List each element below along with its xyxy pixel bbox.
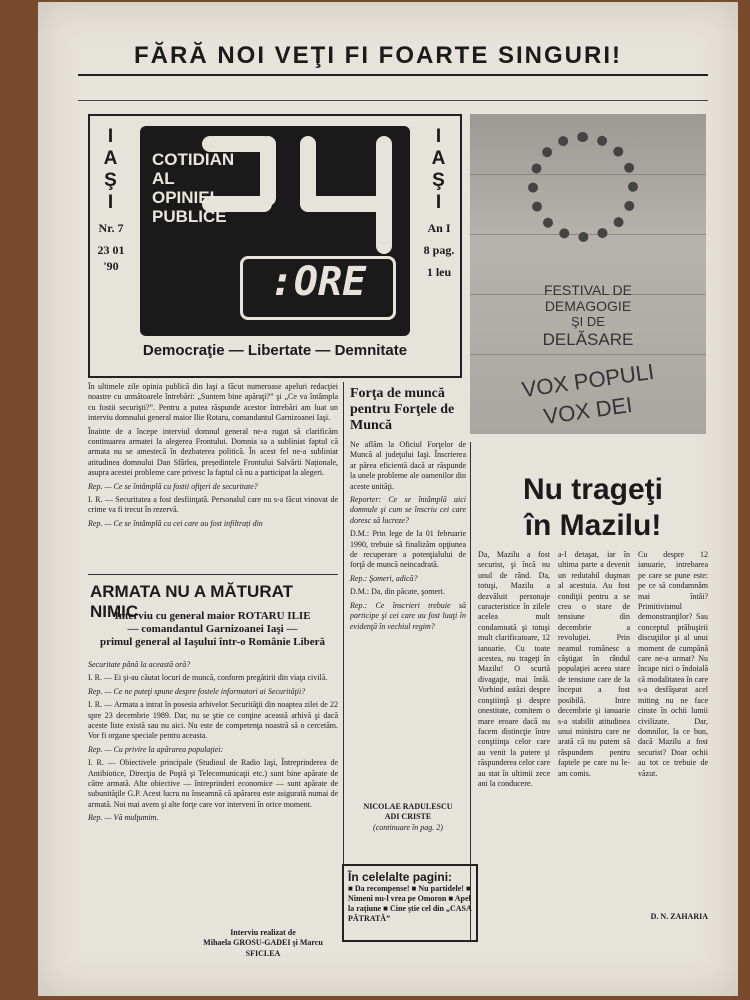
masthead-right (422, 126, 456, 280)
other-pages-title: În celelalte pagini: (348, 870, 453, 884)
logo-24-ore (140, 126, 410, 336)
sign-line-2: DEMAGOGIE (544, 298, 632, 314)
forta-author: NICOLAE RADULESCU ADI CRISTE (continuare în pag. 2) (363, 802, 453, 832)
motto: Democraţie — Libertate — Demnitate (142, 342, 408, 359)
issue-number: Nr. 7 (98, 221, 124, 235)
sign-line-3: ŞI DE (571, 314, 605, 329)
issue-date: 23 01 '90 (97, 243, 125, 273)
page-banner: FĂRĂ NOI VEŢI FI FOARTE SINGURI! (134, 42, 622, 69)
other-pages-list: ■ Da recompense! ■ Nu partidele! ■ Nimeni nu-l vrea pe Omoron ■ Apel la rațiune ■ Cine știe cel din „CASA PĂTRATĂ” (348, 884, 472, 923)
top-rule (78, 74, 708, 76)
section-rule (88, 574, 338, 575)
sign-line-1: FESTIVAL DE (544, 282, 632, 298)
page-count: 8 pag. (423, 243, 455, 257)
photo-protest-sign (470, 114, 706, 434)
logo-kicker: COTIDIAN AL OPINIEI PUBLICE (152, 150, 235, 226)
armata-body: Securitate până la această oră? I. R. — Ei şi-au căutat locuri de muncă, conform pregătirii din viaţa civilă. Rep. — Ce ne puteţi spune despre fostele informatori ai Securităţii? I. R. — Armata a intrat în posesia arhivelor Securităţii din noaptea zilei de 22 spre 23 decembrie 1989. Dar, nu se ştie ce conţine această arhivă şi dacă aceste liste există sau nu aici. Nu este de competenţa noastră să o cercetăm. Vor fi organe speciale pentru aceasta. Rep. — Cu privire la apărarea populaţiei: I. R. — Obiectivele principale (Studioul de Radio Iaşi, Întreprinderea de Antibiotice, Direcţia de Poştă şi Telecomunicaţii etc.) sunt bine apărate de către armată. Alte obiective — întreprinderi economice — sunt apărate de subunităţile G.P. Acest lucru nu înseamnă că apărarea este asigurată numai de armată. Noi mai avem şi alte forţe care vor interveni în orice moment. Rep. — Vă mulţumim. (88, 660, 338, 823)
masthead (88, 114, 462, 378)
other-pages-box (342, 864, 478, 942)
logo-segment (376, 136, 392, 254)
logo-ore-text: :ORE (269, 259, 367, 305)
masthead-city-right: I A Ş I (431, 126, 447, 213)
price: 1 leu (426, 265, 452, 279)
wreath-icon (528, 132, 638, 242)
intro-text: În ultimele zile opinia publică din Iaşi a făcut numeroase apeluri redacţiei noastre cu următoarele întrebări: „Suntem bine apăraţi?” şi „Ce va întâmpla cu fostii securişti?”. Pentru a putea răspunde acestor întrebări am luat un interviu domnului general maior Ilie Rotaru, comandantul Garnizoanei Iaşi. Înainte de a începe interviul domnul general ne-a rugat să clarificăm continuarea armatei la alegerea Frontului. Domnia sa a subliniat faptul că armata nu se amestecă în dezbaterea politică. În acest fel ne-a subliniat atitudinea domnului Dan Sfârlea, președintele Frontului Salvării Naționale, asupra acestei probleme care privesc la faptul că nu a participat la alegeri. Rep. — Ce se întâmplă cu fostii ofiţeri de securitate? I. R. — Securitatea a fost desfiinţată. Personalul care nu s-a făcut vinovat de crime va fi trecut în rezervă. Rep. — Ce se întâmplă cu cei care au fost infiltrați din (88, 382, 338, 528)
forta-headline: Forţa de muncă pentru Forţele de Muncă (350, 386, 455, 433)
armata-headline: ARMATA NU A MĂTURAT NIMIC (90, 582, 294, 621)
forta-body: Ne aflăm la Oficiul Forţelor de Muncă al judeţului Iaşi. Înscrierea ar părea eficientă dacă ar răspunde la unele probleme ale oamenilor din aceste unităţi. Reporter: Ce se întâmplă aici domnule şi cum se înscriu cei care doresc să lucreze? D.M.: Prin lege de la 01 februarie 1990, trebuie să finalizăm opţiunea de recuperare a potenţialului de forţă de muncă neincadrată. Rep.: Şomeri, adică? D.M.: Da, din păcate, şomeri. Rep.: Ce înscrieri trebuie să participe şi cei care au fost luaţi în evidenţă în vechiul regim? (350, 440, 466, 631)
mazilu-col-2: a-l detaşat, iar în ultima parte a devenit un redutabil duşman al acestuia. Au fost condiţii pentru a se crea o stare de tensiune din decembrie a revoluţiei. Prin neamul românesc a câştigat în rândul populaţiei aceea stare de tensiune care de la început a fost posibilă. Intre decembrie şi ianuarie s-a stabilit atitudinea unui ministru care ne arată că nu putem să răspundem pentru faptele pe care nu le-am comis. (558, 550, 630, 778)
column-rule (343, 382, 344, 942)
masthead-left (94, 126, 128, 274)
mazilu-author: D. N. ZAHARIA (650, 912, 708, 921)
sign-line-4: DELĂSARE (542, 330, 634, 349)
sign-line-6: VOX DEI (542, 391, 634, 430)
mazilu-col-3: Cu despre 12 ianuarie, intrebarea pe care se pune este: pe ce să condamnăm mai întâi? Primitivismul demonstranţilor? Sau conceptul prăbuşirii discuţiilor şi al unui moment de cumpănă care ne-a urmat? Nu încape nici o îndoială că modalitatea în care s-a desfăşurat acel miting nu ne face cinste în ochii lumii civilizate. Dar, domnilor, la ce bun, dacă Mazilu a fost securist? Doar ochii au tot ce trebuie de văzut. (638, 550, 708, 778)
armata-subheadline: Interviu cu general maior ROTARU ILIE — comandantul Garnizoanei Iaşi — primul general al Iaşului într-o Românie Liberă (99, 610, 326, 648)
year: An I (427, 221, 451, 235)
masthead-city-left: I A Ş I (103, 126, 119, 213)
top-rule-2 (78, 100, 708, 101)
newspaper-page (38, 2, 738, 996)
mazilu-headline: Nu trageţi în Mazilu! (522, 473, 663, 542)
mazilu-col-1: Da, Mazilu a fost securist, şi încă nu unul de rând. Da, totuşi, Mazilu a dezvăluit personaje caracteristice în zilele acelea mult condamnată şi totuşi mult clarificatoare, 12 ianuarie. Cu toate acestea, nu trageţi în Mazilu! O scurtă divagaţie, mai întâi. Vorbind astăzi despre conştiinţă şi despre onestitate, comitem o mare eroare dacă nu facem distincţie între conştiinţa celor care au venit la putere şi răspunderea celor care au stat în ultimii zece ani la conducere. (478, 550, 550, 788)
armata-credit: Interviu realizat de Mihaela GROSU-GADEI şi Marcu SFICLEA (203, 928, 323, 958)
sign-line-5: VOX POPULI (520, 358, 656, 403)
